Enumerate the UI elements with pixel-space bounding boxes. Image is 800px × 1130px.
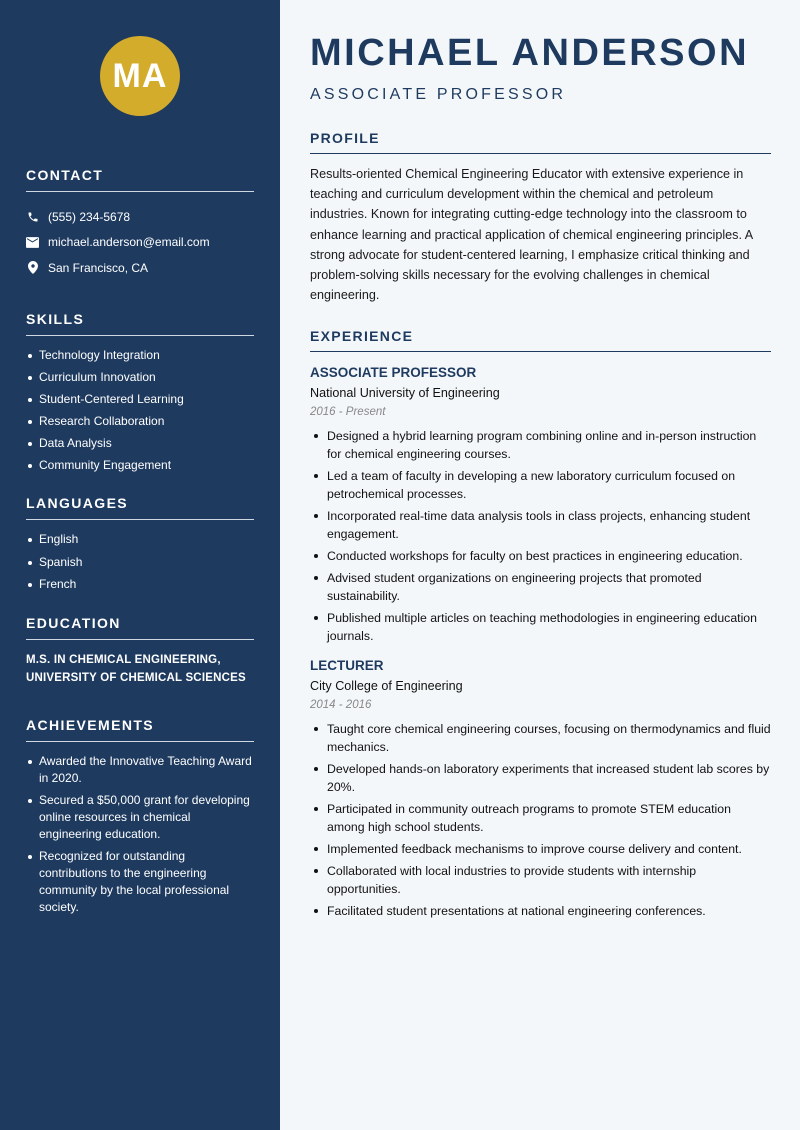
list-item: Conducted workshops for faculty on best practices in engineering education.: [310, 547, 771, 565]
job-bullets: [310, 720, 771, 920]
list-item: Community Engagement: [26, 457, 254, 474]
list-item: English: [26, 531, 254, 548]
avatar: [100, 36, 180, 116]
contact-title: CONTACT: [26, 167, 254, 192]
phone-icon: [26, 210, 39, 223]
contact-email: [26, 230, 254, 256]
languages-title: LANGUAGES: [26, 495, 254, 520]
skills-title: SKILLS: [26, 311, 254, 336]
education-section: [26, 615, 254, 687]
job-dates: 2016 - Present: [310, 406, 386, 419]
list-item: Research Collaboration: [26, 413, 254, 430]
contact-email-text: michael.anderson@email.com: [48, 235, 210, 250]
list-item: Incorporated real-time data analysis tools in class projects, enhancing student engagement.: [310, 507, 771, 543]
languages-section: [26, 495, 254, 592]
list-item: Data Analysis: [26, 435, 254, 452]
page-title: MICHAEL ANDERSON: [310, 32, 750, 74]
contact-phone: [26, 204, 254, 230]
profile-section: [310, 130, 771, 305]
job-title: LECTURER: [310, 658, 384, 674]
list-item: Taught core chemical engineering courses, focusing on thermodynamics and fluid mechanics.: [310, 720, 771, 756]
list-item: Developed hands-on laboratory experiments that increased student lab scores by 20%.: [310, 760, 771, 796]
experience-section: [310, 328, 771, 920]
list-item: Collaborated with local industries to provide students with internship opportunities.: [310, 862, 771, 898]
experience-title: EXPERIENCE: [310, 328, 771, 352]
skills-section: [26, 311, 254, 475]
job-title: ASSOCIATE PROFESSOR: [310, 365, 477, 381]
contact-section: [26, 167, 254, 281]
list-item: Student-Centered Learning: [26, 391, 254, 408]
contact-location-text: San Francisco, CA: [48, 260, 149, 275]
list-item: Spanish: [26, 554, 254, 571]
list-item: Secured a $50,000 grant for developing online resources in chemical engineering education.: [26, 792, 254, 843]
list-item: Published multiple articles on teaching methodologies in engineering education journals.: [310, 609, 771, 645]
skills-list: [26, 347, 254, 475]
job-entry: [310, 365, 771, 645]
list-item: Led a team of faculty in developing a new laboratory curriculum focused on petrochemical processes.: [310, 467, 771, 503]
list-item: Advised student organizations on engineering projects that promoted sustainability.: [310, 569, 771, 605]
education-line-1: M.S. IN CHEMICAL ENGINEERING,: [26, 653, 221, 666]
job-role-subtitle: ASSOCIATE PROFESSOR: [310, 86, 567, 103]
achievements-title: ACHIEVEMENTS: [26, 717, 254, 742]
job-company: National University of Engineering: [310, 386, 500, 401]
contact-list: [26, 204, 254, 281]
sidebar: [0, 0, 280, 1130]
job-dates: 2014 - 2016: [310, 699, 372, 712]
education-degree: [26, 651, 254, 687]
email-icon: [26, 236, 39, 249]
education-line-2: UNIVERSITY OF CHEMICAL SCIENCES: [26, 671, 246, 684]
list-item: Technology Integration: [26, 347, 254, 364]
languages-list: [26, 531, 254, 592]
contact-location: [26, 255, 254, 281]
list-item: Participated in community outreach programs to promote STEM education among high school students.: [310, 800, 771, 836]
main-content: [280, 0, 800, 1130]
list-item: Designed a hybrid learning program combining online and in-person instruction for chemical engineering courses.: [310, 427, 771, 463]
profile-title: PROFILE: [310, 130, 771, 154]
list-item: Implemented feedback mechanisms to improve course delivery and content.: [310, 840, 771, 858]
location-pin-icon: [26, 261, 39, 274]
profile-text: Results-oriented Chemical Engineering Educator with extensive experience in teaching and curriculum development within the chemical and petroleum industries. Known for integrating cutting-edge technology into the classroom to enhance learning and practical application of chemical engineering principles. A strong advocate for student-centered learning, I emphasize critical thinking and problem-solving skills necessary for the evolving challenges in chemical engineering.: [310, 167, 753, 303]
list-item: French: [26, 576, 254, 593]
list-item: Curriculum Innovation: [26, 369, 254, 386]
list-item: Facilitated student presentations at national engineering conferences.: [310, 902, 771, 920]
achievements-list: [26, 753, 254, 916]
job-company: City College of Engineering: [310, 679, 463, 694]
achievements-section: [26, 717, 254, 916]
avatar-initials: MA: [112, 56, 168, 95]
job-bullets: [310, 427, 771, 645]
contact-phone-text: (555) 234-5678: [48, 209, 131, 224]
job-entry: [310, 658, 771, 920]
education-title: EDUCATION: [26, 615, 254, 640]
list-item: Recognized for outstanding contributions to the engineering community by the local professional society.: [26, 848, 254, 916]
list-item: Awarded the Innovative Teaching Award in 2020.: [26, 753, 254, 787]
